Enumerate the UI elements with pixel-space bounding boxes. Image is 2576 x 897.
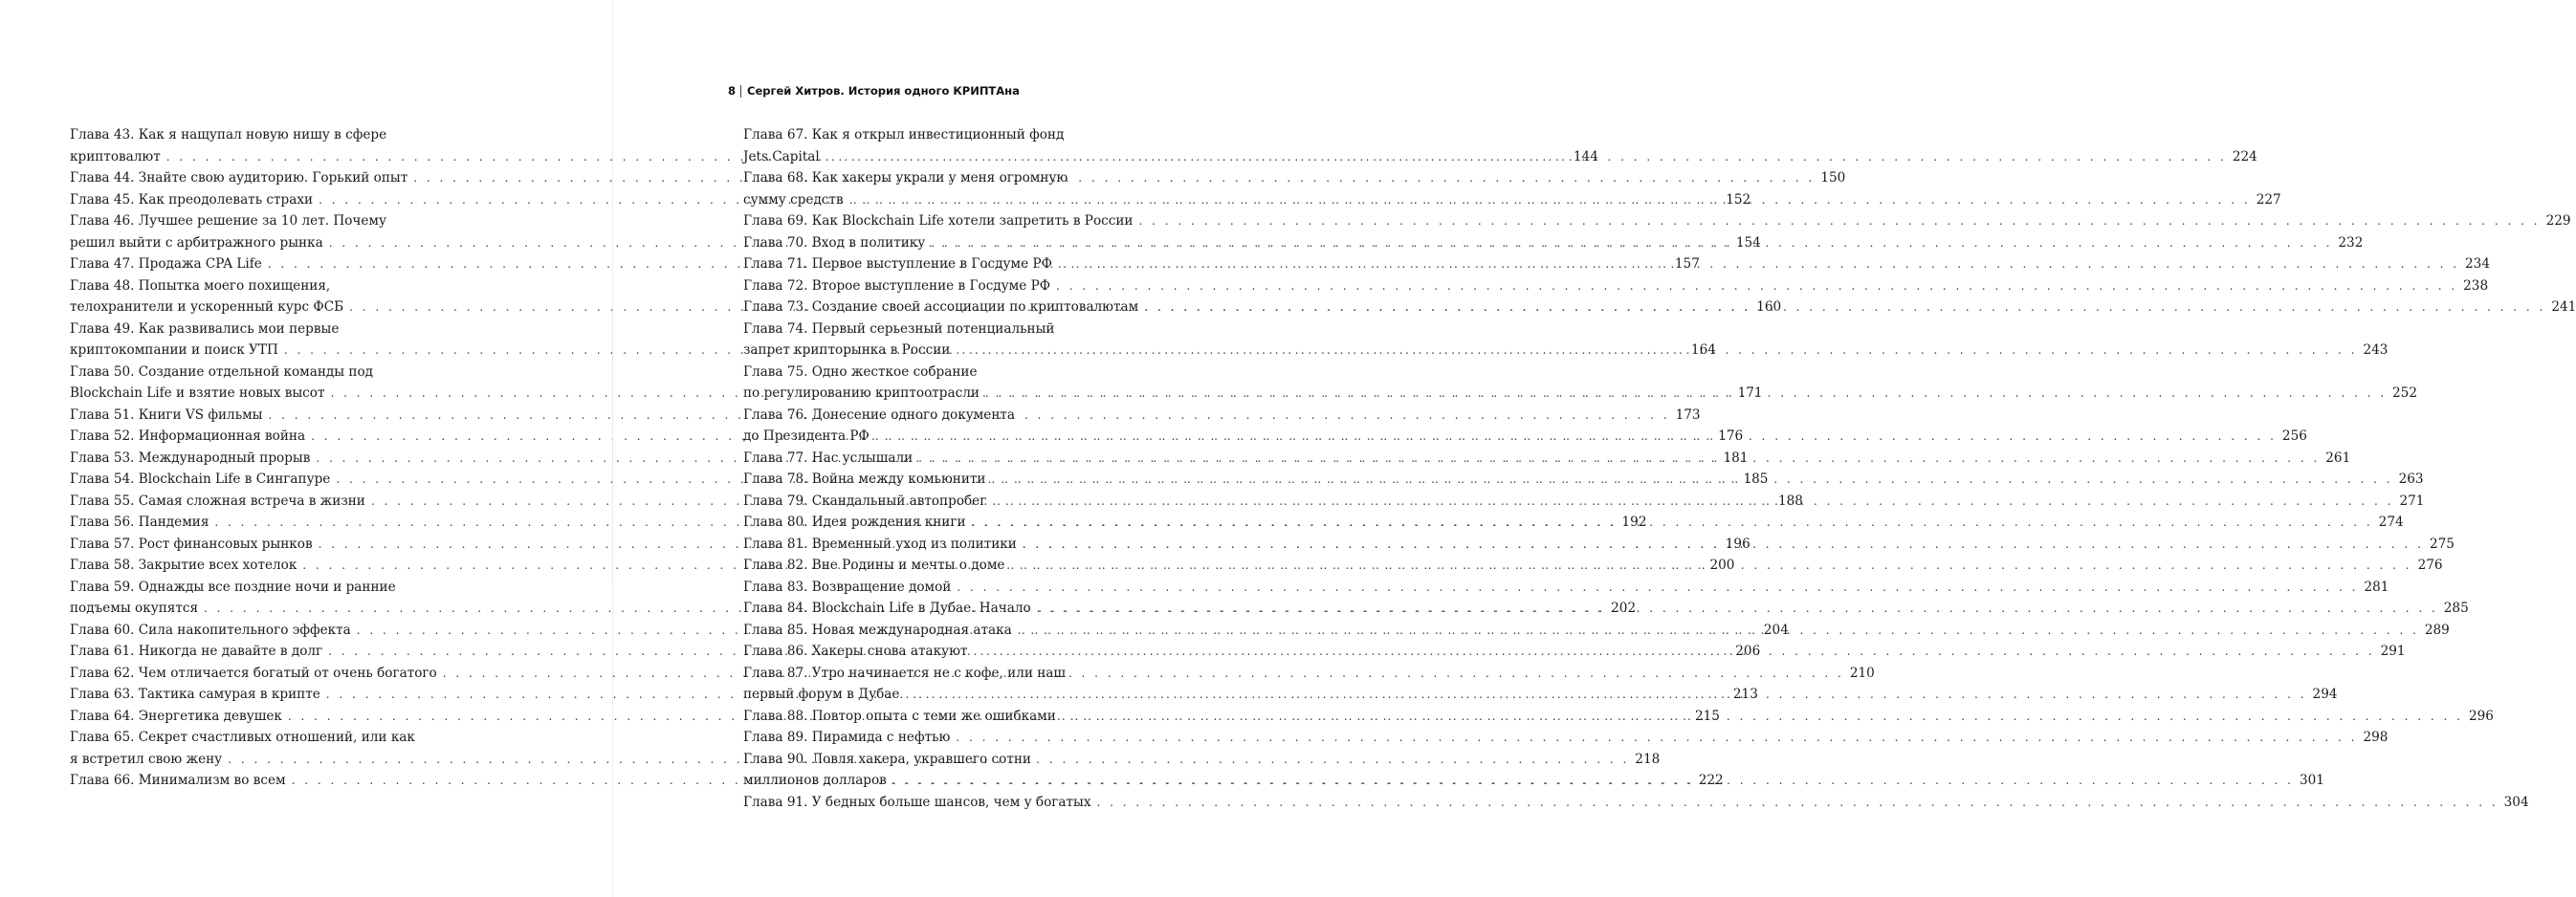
- page-ref: 238: [2463, 277, 2489, 294]
- dot-leader: [973, 641, 2374, 663]
- page-ref: 232: [2338, 234, 2364, 251]
- toc-entry-line: [743, 792, 2529, 814]
- chapter-title: Глава 53. Международный прорыв: [70, 449, 311, 466]
- dot-leader: [1097, 792, 2499, 814]
- toc-entry-line: [70, 275, 484, 297]
- page-ref: 234: [2465, 256, 2490, 272]
- chapter-title: Глава 60. Сила накопительного эффекта: [70, 622, 351, 638]
- page-ref: 263: [2398, 471, 2424, 487]
- chapter-title: Глава 77. Нас услышали: [743, 449, 914, 466]
- page-ref: 171: [1737, 385, 1763, 401]
- page-ref: 271: [2399, 492, 2425, 509]
- toc-entry-line: [743, 663, 1157, 685]
- toc-entry-line: [743, 577, 2389, 599]
- page-ref: 304: [2503, 794, 2529, 810]
- page-ref: 152: [1726, 191, 1751, 208]
- page-ref: 276: [2417, 558, 2443, 573]
- dot-leader: [1010, 555, 2411, 577]
- chapter-title: Глава 76. Донесение одного документа: [743, 406, 1016, 423]
- dot-leader: [1062, 706, 2463, 728]
- chapter-title: Глава 55. Самая сложная встреча в жизни: [70, 492, 365, 509]
- dot-leader: [918, 448, 2320, 470]
- page-ref: 157: [1674, 256, 1700, 272]
- toc-entry-line: [743, 727, 2389, 749]
- dot-leader: [1138, 210, 2540, 232]
- chapter-title: Глава 63. Тактика самурая в крипте: [70, 687, 320, 702]
- page-ref: 160: [1756, 299, 1782, 315]
- page-ref: 256: [2281, 428, 2307, 444]
- chapter-title: до Президента РФ: [743, 428, 870, 444]
- dot-leader: [1056, 275, 2457, 297]
- chapter-title: Глава 88. Повтор опыта с теми же ошибками: [743, 708, 1056, 724]
- toc-entry-line: [743, 361, 1157, 383]
- chapter-title: Глава 75. Одно жесткое собрание: [743, 363, 978, 380]
- page-ref: 289: [2424, 622, 2450, 638]
- toc-entry: [743, 275, 2489, 297]
- page-ref: 204: [1763, 622, 1789, 638]
- toc-entry-line: [743, 749, 1157, 771]
- toc-entry-line: [743, 167, 1157, 189]
- page-ref: 274: [2378, 514, 2404, 530]
- chapter-title: Глава 51. Книги VS фильмы: [70, 406, 263, 423]
- toc-entry-line: [743, 405, 1157, 427]
- dot-leader: [1058, 253, 2459, 275]
- page-ref: 285: [2443, 601, 2469, 616]
- dot-leader: [985, 383, 2387, 405]
- toc-entry: [743, 792, 2529, 814]
- chapter-title: Глава 90. Ловля хакера, укравшего сотни: [743, 751, 1031, 767]
- page-ref: 210: [1849, 665, 1875, 681]
- chapter-title: Глава 58. Закрытие всех хотелок: [70, 558, 297, 573]
- toc-entry-line: [70, 727, 484, 749]
- page-ref: 188: [1777, 492, 1803, 509]
- page-ref: 176: [1718, 428, 1744, 444]
- chapter-title: криптовалют: [70, 148, 161, 164]
- page-ref: 252: [2392, 385, 2417, 401]
- chapter-title: Глава 78. Война между комьюнити: [743, 471, 986, 487]
- page-ref: 185: [1743, 471, 1769, 487]
- chapter-title: Глава 52. Информационная война: [70, 428, 306, 444]
- chapter-title: Глава 48. Попытка моего похищения,: [70, 277, 331, 294]
- chapter-title: Глава 66. Минимализм во всем: [70, 773, 286, 788]
- chapter-title: Глава 73. Создание своей ассоциации по криптовалютам: [743, 299, 1139, 315]
- dot-leader: [956, 727, 2357, 749]
- chapter-title: по регулированию криптоотрасли: [743, 385, 980, 401]
- page-number: 8: [728, 84, 737, 98]
- chapter-title: Глава 56. Пандемия: [70, 514, 209, 530]
- toc-entry-line: [70, 361, 484, 383]
- chapter-title: подъемы окупятся: [70, 601, 199, 616]
- toc-entry-line: [743, 318, 1157, 340]
- chapter-title: Глава 91. У бедных больше шансов, чем у богатых: [743, 794, 1091, 810]
- toc-entry: [743, 727, 2389, 749]
- chapter-title: Глава 72. Второе выступление в Госдуме РФ: [743, 277, 1051, 294]
- page-ref: 227: [2256, 191, 2281, 208]
- chapter-title: решил выйти с арбитражного рынка: [70, 234, 323, 251]
- page-ref: 181: [1723, 449, 1749, 466]
- dot-leader: [826, 146, 2227, 168]
- chapter-title: Глава 89. Пирамида с нефтью: [743, 730, 951, 745]
- dot-leader: [892, 770, 2294, 792]
- chapter-title: Глава 86. Хакеры снова атакуют: [743, 644, 968, 659]
- toc-entry-line: [743, 275, 2489, 297]
- page-ref: 291: [2380, 644, 2406, 659]
- chapter-title: Blockchain Life и взятие новых высот: [70, 385, 325, 401]
- chapter-title: телохранители и ускоренный курс ФСБ: [70, 299, 344, 315]
- toc-entry-line: [743, 124, 1157, 146]
- page-ref: 294: [2312, 687, 2338, 702]
- toc-entry-line: [70, 577, 484, 599]
- dot-leader: [1018, 620, 2419, 642]
- chapter-title: Глава 68. Как хакеры украли у меня огромную: [743, 170, 1068, 186]
- page-ref: 224: [2232, 148, 2257, 164]
- chapter-title: Глава 44. Знайте свою аудиторию. Горький опыт: [70, 170, 408, 186]
- chapter-title: Jets.Capital: [743, 148, 820, 164]
- page-ref: 218: [1635, 751, 1661, 767]
- chapter-title: Глава 62. Чем отличается богатый от очень богатого: [70, 665, 437, 681]
- chapter-title: Глава 83. Возвращение домой: [743, 579, 952, 595]
- chapter-title: криптокомпании и поиск УТП: [70, 342, 278, 358]
- chapter-title: Глава 50. Создание отдельной команды под: [70, 363, 374, 380]
- dot-leader: [991, 469, 2392, 491]
- chapter-title: Глава 81. Временный уход из политики: [743, 536, 1017, 552]
- toc-entry-line: [70, 124, 484, 146]
- page-ref: 213: [1732, 687, 1758, 702]
- page-ref: 298: [2363, 730, 2389, 745]
- chapter-title: Глава 85. Новая международная атака: [743, 622, 1012, 638]
- page-ref: 200: [1709, 558, 1735, 573]
- dot-leader: [992, 491, 2393, 513]
- chapter-title: Глава 71. Первое выступление в Госдуме РФ: [743, 256, 1052, 272]
- page-ref: 202: [1611, 601, 1637, 616]
- running-head-divider: [740, 85, 741, 98]
- dot-leader: [875, 426, 2277, 448]
- page-ref: 206: [1735, 644, 1761, 659]
- chapter-title: Глава 74. Первый серьезный потенциальный: [743, 320, 1055, 337]
- chapter-title: Глава 45. Как преодолевать страхи: [70, 191, 314, 208]
- toc-entry-line: [70, 318, 484, 340]
- chapter-title: Глава 70. Вход в политику: [743, 234, 926, 251]
- dot-leader: [849, 189, 2251, 211]
- chapter-title: запрет крипторынка в России: [743, 342, 951, 358]
- chapter-title: Глава 80. Идея рождения книги: [743, 514, 966, 530]
- chapter-title: первый форум в Дубае: [743, 687, 900, 702]
- toc-entry-line: [70, 210, 484, 232]
- page-ref: 275: [2429, 536, 2455, 552]
- dot-leader: [957, 577, 2358, 599]
- chapter-title: Глава 57. Рост финансовых рынков: [70, 536, 313, 552]
- chapter-title: Глава 46. Лучшее решение за 10 лет. Почему: [70, 213, 386, 229]
- chapter-title: Глава 43. Как я нащупал новую нишу в сфере: [70, 127, 387, 142]
- chapter-title: я встретил свою жену: [70, 751, 223, 767]
- chapter-title: Глава 65. Секрет счастливых отношений, или как: [70, 730, 415, 745]
- page-ref: 164: [1690, 342, 1716, 358]
- page-ref: 301: [2299, 773, 2324, 788]
- toc-entry: [743, 577, 2389, 599]
- dot-leader: [1144, 296, 2545, 318]
- page-ref: 215: [1695, 708, 1720, 724]
- chapter-title: Глава 84. Blockchain Life в Дубае. Начало: [743, 601, 1031, 616]
- chapter-title: сумму средств: [743, 191, 844, 208]
- page-ref: 241: [2551, 299, 2576, 315]
- toc-entry: [743, 210, 2571, 232]
- page-ref: 192: [1621, 514, 1647, 530]
- chapter-title: Глава 64. Энергетика девушек: [70, 708, 282, 724]
- toc-entry-line: [743, 210, 2571, 232]
- page-ref: 196: [1725, 536, 1750, 552]
- page-ref: 144: [1573, 148, 1598, 164]
- chapter-title: миллионов долларов: [743, 773, 887, 788]
- page-ref: 154: [1735, 234, 1761, 251]
- dot-leader: [1037, 598, 2438, 620]
- dot-leader: [905, 684, 2306, 706]
- page-ref: 173: [1675, 406, 1701, 423]
- chapter-title: Глава 69. Как Blockchain Life хотели запретить в России: [743, 213, 1134, 229]
- dot-leader: [972, 512, 2373, 534]
- dot-leader: [1023, 534, 2424, 556]
- page-ref: 281: [2364, 579, 2389, 595]
- chapter-title: Глава 54. Blockchain Life в Сингапуре: [70, 471, 331, 487]
- chapter-title: Глава 82. Вне Родины и мечты о доме: [743, 558, 1005, 573]
- chapter-title: Глава 67. Как я открыл инвестиционный фонд: [743, 127, 1065, 142]
- chapter-title: Глава 47. Продажа CPA Life: [70, 256, 262, 272]
- chapter-title: Глава 61. Никогда не давайте в долг: [70, 644, 323, 659]
- page-ref: 243: [2363, 342, 2389, 358]
- chapter-title: Глава 49. Как развивались мои первые: [70, 320, 340, 337]
- page-ref: 150: [1820, 170, 1846, 186]
- page-ref: 229: [2545, 213, 2571, 229]
- running-head-title: Сергей Хитров. История одного КРИПТАна: [747, 84, 1020, 98]
- page-ref: 296: [2468, 708, 2494, 724]
- dot-leader: [931, 232, 2332, 254]
- page-ref: 222: [1698, 773, 1724, 788]
- chapter-title: Глава 87. Утро начинается не с кофе, или наш: [743, 665, 1067, 681]
- chapter-title: Глава 59. Однажды все поздние ночи и ранние: [70, 579, 396, 595]
- chapter-title: Глава 79. Скандальный автопробег: [743, 492, 987, 509]
- page-ref: 261: [2325, 449, 2351, 466]
- dot-leader: [956, 339, 2357, 361]
- running-head: [728, 84, 1020, 98]
